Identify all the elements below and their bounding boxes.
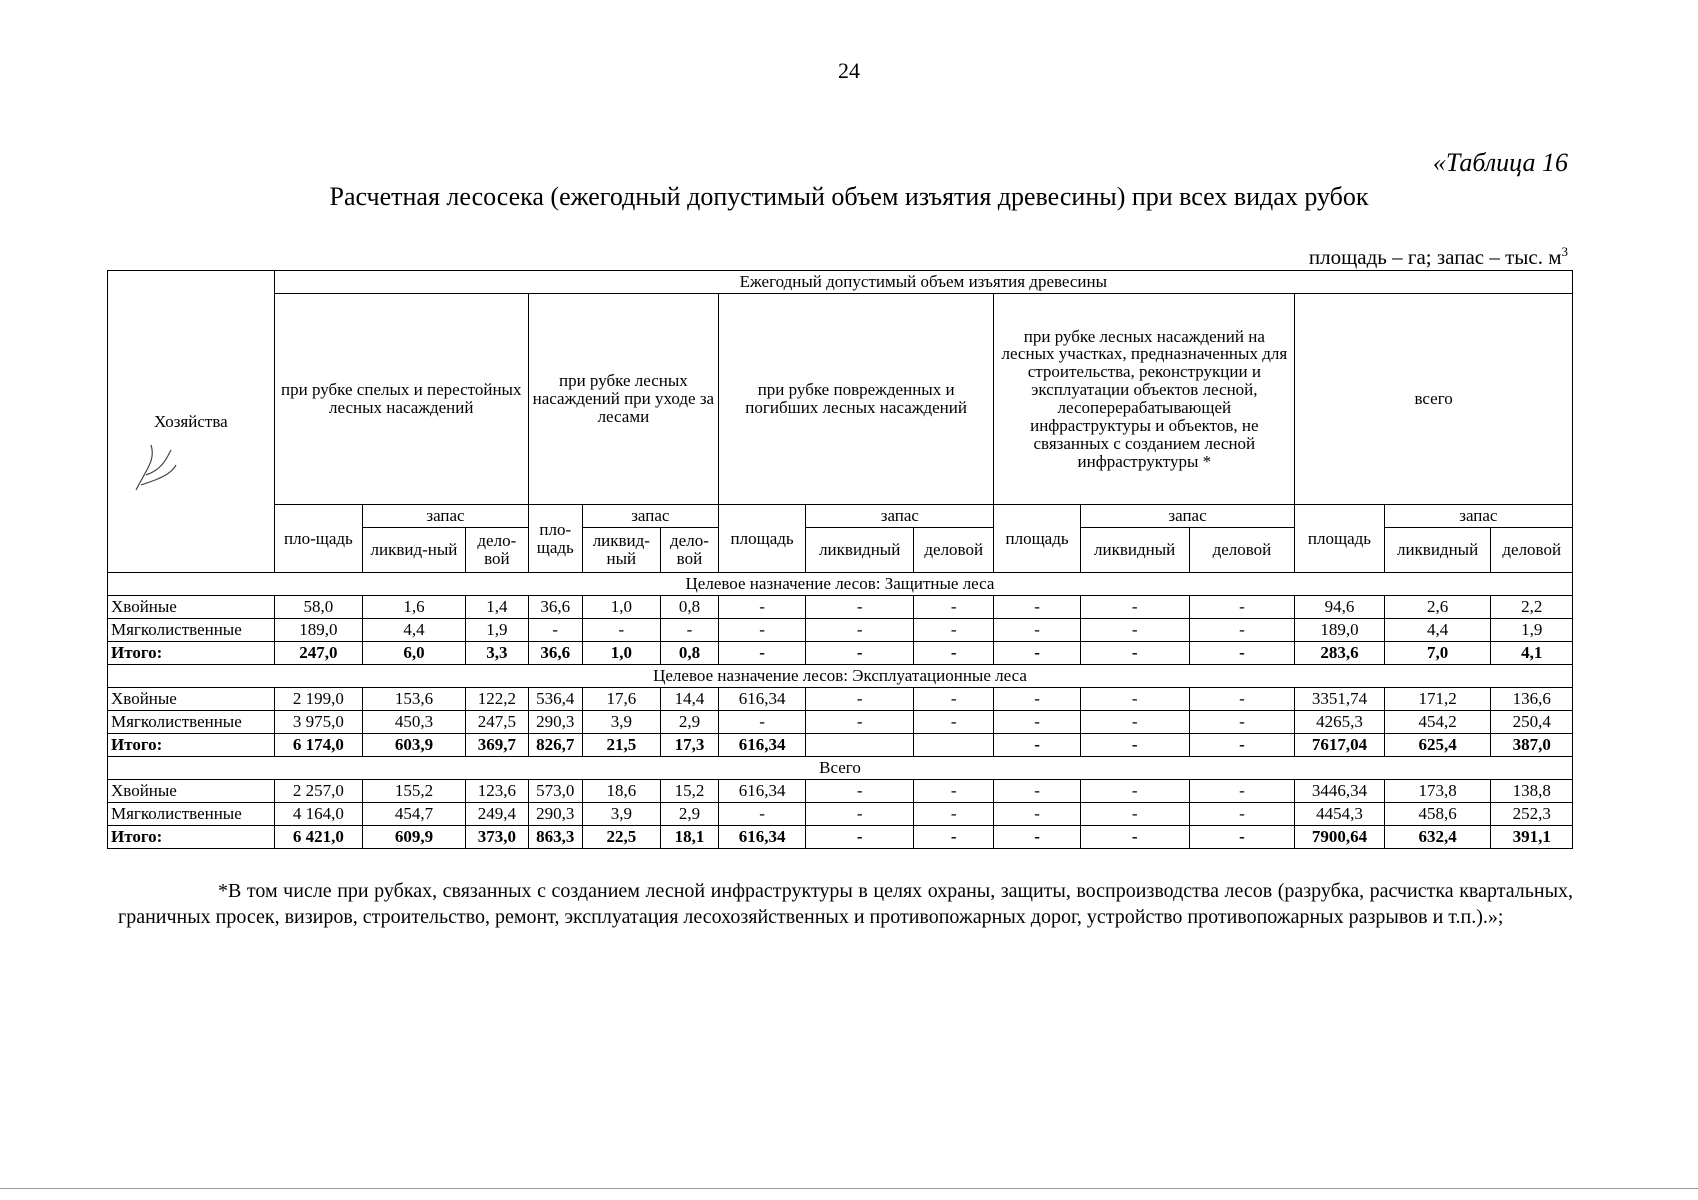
table-cell: - [1189, 803, 1295, 826]
table-cell: 6,0 [363, 642, 466, 665]
table-cell: 573,0 [528, 780, 582, 803]
table-cell: 454,7 [363, 803, 466, 826]
row-label: Мягколиственные [108, 711, 275, 734]
table-cell: - [994, 619, 1080, 642]
table-row [108, 596, 1573, 619]
table-cell: - [994, 596, 1080, 619]
table-cell: 290,3 [528, 711, 582, 734]
header-group-care: при рубке лесных насаждений при уходе за лесами [528, 294, 718, 505]
table-cell: 1,4 [465, 596, 528, 619]
table-cell: 616,34 [718, 734, 805, 757]
table-cell: 4,1 [1491, 642, 1573, 665]
row-label: Мягколиственные [108, 803, 275, 826]
table-cell: 94,6 [1295, 596, 1384, 619]
table-cell: - [806, 619, 914, 642]
header-stock: запас [363, 505, 529, 528]
table-cell: - [914, 711, 994, 734]
table-cell: - [1189, 780, 1295, 803]
table-cell: - [1189, 734, 1295, 757]
units-sup: 3 [1561, 244, 1568, 259]
table-cell: 189,0 [274, 619, 362, 642]
table-cell: - [914, 688, 994, 711]
table-cell: - [660, 619, 718, 642]
table-cell: - [1189, 642, 1295, 665]
table-cell: 1,0 [582, 596, 660, 619]
table-cell: 171,2 [1384, 688, 1491, 711]
table-cell: 391,1 [1491, 826, 1573, 849]
table-row [108, 619, 1573, 642]
table-cell: 2,6 [1384, 596, 1491, 619]
table-cell: - [528, 619, 582, 642]
table-cell: 36,6 [528, 642, 582, 665]
row-label: Мягколиственные [108, 619, 275, 642]
table-cell: 863,3 [528, 826, 582, 849]
table-cell: - [994, 826, 1080, 849]
table-cell: - [994, 780, 1080, 803]
row-label: Хвойные [108, 596, 275, 619]
table-cell: 22,5 [582, 826, 660, 849]
table-cell: - [994, 734, 1080, 757]
table-cell: 2,2 [1491, 596, 1573, 619]
table-cell: 17,3 [660, 734, 718, 757]
header-stock: запас [806, 505, 994, 528]
table-cell: 4454,3 [1295, 803, 1384, 826]
table-cell: - [1189, 619, 1295, 642]
table-cell: - [582, 619, 660, 642]
table-cell: 58,0 [274, 596, 362, 619]
table-body [108, 573, 1573, 849]
table-cell: 3446,34 [1295, 780, 1384, 803]
table-row [108, 826, 1573, 849]
table-cell: 7900,64 [1295, 826, 1384, 849]
header-business: дело-вой [660, 528, 718, 573]
units-note [1309, 244, 1568, 270]
table-cell: - [1080, 642, 1189, 665]
section-title: Всего [108, 757, 1573, 780]
header-stock: запас [1384, 505, 1572, 528]
header-farms: Хозяйства [108, 271, 275, 573]
table-cell: 609,9 [363, 826, 466, 849]
table-cell: 18,6 [582, 780, 660, 803]
header-business: деловой [914, 528, 994, 573]
row-label: Итого: [108, 734, 275, 757]
table-cell: 373,0 [465, 826, 528, 849]
table-cell: 616,34 [718, 826, 805, 849]
table-cell: 18,1 [660, 826, 718, 849]
table-cell: 3,9 [582, 803, 660, 826]
table-row [108, 642, 1573, 665]
table-cell: 826,7 [528, 734, 582, 757]
table-cell: 138,8 [1491, 780, 1573, 803]
table-cell: 450,3 [363, 711, 466, 734]
header-liquid: ликвидный [1080, 528, 1189, 573]
table-cell: - [718, 803, 805, 826]
table-cell: 6 174,0 [274, 734, 362, 757]
table-cell: - [1080, 803, 1189, 826]
header-area: площадь [718, 505, 805, 573]
table-cell: - [1189, 711, 1295, 734]
table-cell: - [806, 688, 914, 711]
table-cell: - [806, 642, 914, 665]
table-cell: - [994, 688, 1080, 711]
header-liquid: ликвидный [806, 528, 914, 573]
table-cell: - [806, 596, 914, 619]
header-area: пло-щадь [274, 505, 362, 573]
table-cell: - [718, 619, 805, 642]
table-cell: 250,4 [1491, 711, 1573, 734]
section-title: Целевое назначение лесов: Защитные леса [108, 573, 1573, 596]
header-group-damaged: при рубке поврежденных и погибших лесных насаждений [718, 294, 993, 505]
page-bottom-rule [0, 1188, 1698, 1189]
header-liquid: ликвид-ный [582, 528, 660, 573]
table-cell: 247,0 [274, 642, 362, 665]
table-cell: 3351,74 [1295, 688, 1384, 711]
table-cell: 6 421,0 [274, 826, 362, 849]
table-cell: 173,8 [1384, 780, 1491, 803]
table-cell: 0,8 [660, 596, 718, 619]
table-cell: 136,6 [1491, 688, 1573, 711]
table-cell: 616,34 [718, 780, 805, 803]
table-cell: - [1080, 826, 1189, 849]
table-cell: 36,6 [528, 596, 582, 619]
table-cell: - [806, 780, 914, 803]
table-cell: - [914, 619, 994, 642]
table-cell: - [806, 711, 914, 734]
table-cell: - [1080, 711, 1189, 734]
row-label: Итого: [108, 642, 275, 665]
table-cell: 122,2 [465, 688, 528, 711]
table-cell: - [1080, 619, 1189, 642]
table-cell: 3,9 [582, 711, 660, 734]
table-cell: - [1080, 780, 1189, 803]
table-cell: 3,3 [465, 642, 528, 665]
table-row [108, 711, 1573, 734]
table-cell: 616,34 [718, 688, 805, 711]
table-cell: 189,0 [1295, 619, 1384, 642]
header-business: деловой [1189, 528, 1295, 573]
table-cell: - [806, 803, 914, 826]
table-cell: - [914, 596, 994, 619]
table-cell: 2 199,0 [274, 688, 362, 711]
row-label: Хвойные [108, 780, 275, 803]
table-cell: - [994, 711, 1080, 734]
table-cell: 387,0 [1491, 734, 1573, 757]
section-row [108, 665, 1573, 688]
table-cell: 283,6 [1295, 642, 1384, 665]
table-cell: 15,2 [660, 780, 718, 803]
header-business: дело-вой [465, 528, 528, 573]
table-cell: 123,6 [465, 780, 528, 803]
table-cell: 153,6 [363, 688, 466, 711]
table-cell: 7617,04 [1295, 734, 1384, 757]
table-cell: - [1080, 734, 1189, 757]
page-number: 24 [838, 58, 860, 83]
document-title: Расчетная лесосека (ежегодный допустимый объем изъятия древесины) при всех видах рубок [329, 182, 1369, 211]
table-cell: - [1080, 688, 1189, 711]
section-title: Целевое назначение лесов: Эксплуатационные леса [108, 665, 1573, 688]
table-cell: 1,9 [465, 619, 528, 642]
table-cell: - [994, 642, 1080, 665]
table-cell: - [718, 642, 805, 665]
table-cell: - [914, 642, 994, 665]
header-area: площадь [994, 505, 1080, 573]
table-cell: 7,0 [1384, 642, 1491, 665]
header-group-construction: при рубке лесных насаждений на лесных участках, предназначенных для строительства, реконструкции и эксплуатации объектов лесной, лесоперерабатывающей инфраструктуры и объектов, не связанных с созданием лесной инфраструктуры * [994, 294, 1295, 505]
table-cell: - [914, 780, 994, 803]
table-cell: 536,4 [528, 688, 582, 711]
table-cell: 4,4 [1384, 619, 1491, 642]
table-cell: 252,3 [1491, 803, 1573, 826]
table-cell: 369,7 [465, 734, 528, 757]
table-cell: - [914, 803, 994, 826]
section-row [108, 573, 1573, 596]
header-area: площадь [1295, 505, 1384, 573]
table-cell: - [914, 826, 994, 849]
table-cell: - [718, 596, 805, 619]
header-liquid: ликвид-ный [363, 528, 466, 573]
row-label: Итого: [108, 826, 275, 849]
table-cell: - [994, 803, 1080, 826]
table-row [108, 688, 1573, 711]
table-cell: 4,4 [363, 619, 466, 642]
table-cell: 603,9 [363, 734, 466, 757]
header-group-mature: при рубке спелых и перестойных лесных насаждений [274, 294, 528, 505]
row-label: Хвойные [108, 688, 275, 711]
table-cell: 0,8 [660, 642, 718, 665]
table-cell: 21,5 [582, 734, 660, 757]
header-stock: запас [1080, 505, 1294, 528]
table-cell: 4 164,0 [274, 803, 362, 826]
table-row [108, 734, 1573, 757]
table-cell: - [718, 711, 805, 734]
table-cell: 14,4 [660, 688, 718, 711]
table-cell [914, 734, 994, 757]
table-cell: - [1189, 826, 1295, 849]
table-cell: 247,5 [465, 711, 528, 734]
table-cell: 2 257,0 [274, 780, 362, 803]
table-cell: - [1080, 596, 1189, 619]
table-cell: 625,4 [1384, 734, 1491, 757]
table-row [108, 780, 1573, 803]
table-cell: 2,9 [660, 711, 718, 734]
table-cell: 17,6 [582, 688, 660, 711]
header-liquid: ликвидный [1384, 528, 1491, 573]
table-cell: 3 975,0 [274, 711, 362, 734]
header-stock: запас [582, 505, 718, 528]
table-cell: 155,2 [363, 780, 466, 803]
table-cell: 632,4 [1384, 826, 1491, 849]
header-annual-volume: Ежегодный допустимый объем изъятия древесины [274, 271, 1572, 294]
table-cell: 1,9 [1491, 619, 1573, 642]
table-cell: 1,0 [582, 642, 660, 665]
footnote: *В том числе при рубках, связанных с созданием лесной инфраструктуры в целях охраны, защиты, воспроизводства лесов (разрубка, расчистка квартальных, граничных просек, визиров, строительство, ремонт, эксплуатация лесохозяйственных и противопожарных дорог, устройство противопожарных разрывов и т.п.).»; [118, 880, 1573, 928]
table-cell: - [1189, 688, 1295, 711]
table-cell: - [1189, 596, 1295, 619]
table-cell: - [806, 826, 914, 849]
table-cell [806, 734, 914, 757]
table-cell: 2,9 [660, 803, 718, 826]
units-text: площадь – га; запас – тыс. м [1308, 245, 1562, 269]
header-group-total: всего [1295, 294, 1573, 505]
table-row [108, 803, 1573, 826]
harvest-table [107, 270, 1573, 849]
table-cell: 249,4 [465, 803, 528, 826]
header-business: деловой [1491, 528, 1573, 573]
table-cell: 458,6 [1384, 803, 1491, 826]
table-cell: 4265,3 [1295, 711, 1384, 734]
table-cell: 454,2 [1384, 711, 1491, 734]
table-label: «Таблица 16 [1432, 148, 1568, 177]
handwritten-mark [126, 430, 186, 500]
table-cell: 1,6 [363, 596, 466, 619]
table-cell: 290,3 [528, 803, 582, 826]
header-area: пло-щадь [528, 505, 582, 573]
section-row [108, 757, 1573, 780]
